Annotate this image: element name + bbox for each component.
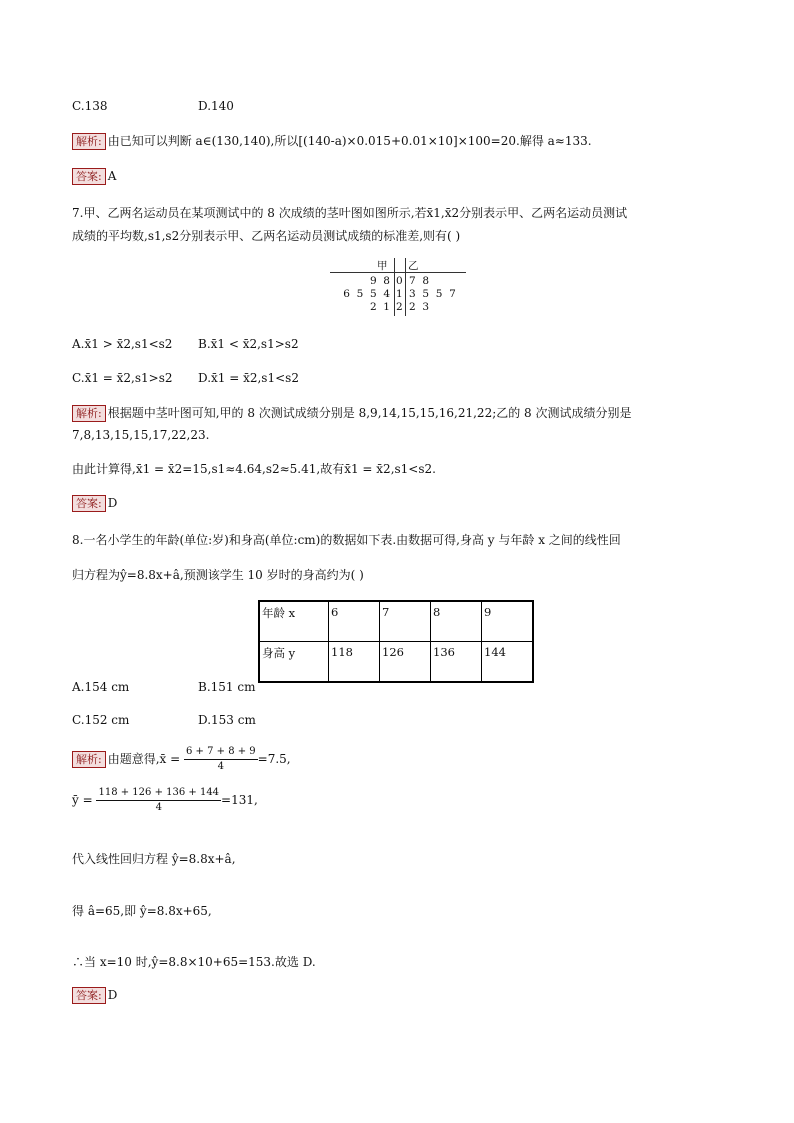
q8-answer xyxy=(72,987,117,1004)
table-row-label: 身高 y xyxy=(259,642,329,683)
analysis-tag: 解析: xyxy=(72,133,106,150)
q8-analysis-post2: =131, xyxy=(221,793,258,807)
q7-option-d: D.x̄1 = x̄2,s1<s2 xyxy=(198,371,299,385)
q7-analysis xyxy=(72,404,632,422)
q7-answer xyxy=(72,495,117,512)
table-cell: 126 xyxy=(380,642,431,683)
q6-answer-value: A xyxy=(107,169,117,183)
stem-leaf-row2-left: 6 5 5 4 xyxy=(343,288,390,300)
q8-answer-value: D xyxy=(107,988,118,1002)
stem-leaf-row2-right: 3 5 5 7 xyxy=(409,288,456,300)
q8-analysis-line2 xyxy=(72,786,258,815)
table-cell: 7 xyxy=(380,601,431,642)
q8-stem-line1: 8.一名小学生的年龄(单位:岁)和身高(单位:cm)的数据如下表.由数据可得,身高 y 与年龄 x 之间的线性回 xyxy=(72,533,621,547)
stem-leaf-header-rule xyxy=(330,258,466,273)
q6-answer xyxy=(72,168,116,185)
answer-tag: 答案: xyxy=(72,987,106,1004)
stem-leaf-divider-right xyxy=(405,258,406,316)
q8-analysis-pre2: ȳ = xyxy=(72,793,93,807)
q8-option-b: B.151 cm xyxy=(198,680,256,694)
answer-tag: 答案: xyxy=(72,495,106,512)
stem-leaf-row3-stem: 2 xyxy=(396,301,403,313)
age-height-table xyxy=(258,600,534,683)
q6-option-d: D.140 xyxy=(198,99,234,113)
q7-stem-line1: 7.甲、乙两名运动员在某项测试中的 8 次成绩的茎叶图如图所示,若x̄1,x̄2分别表示甲、乙两名运动员测试 xyxy=(72,206,628,220)
stem-leaf-row3-left: 2 1 xyxy=(369,301,390,313)
analysis-tag: 解析: xyxy=(72,405,106,422)
q6-option-c: C.138 xyxy=(72,99,108,113)
stem-leaf-divider-left xyxy=(394,258,395,316)
answer-tag: 答案: xyxy=(72,168,106,185)
stem-leaf-row1-right: 7 8 xyxy=(409,275,430,287)
fraction-denominator: 4 xyxy=(217,761,225,772)
stem-leaf-head-left: 甲 xyxy=(377,260,388,272)
fraction-denominator: 4 xyxy=(155,802,162,813)
table-cell: 118 xyxy=(329,642,380,683)
analysis-tag: 解析: xyxy=(72,751,106,768)
q8-analysis-pre1: 由题意得,x̄ = xyxy=(107,752,181,766)
q7-analysis-line2: 7,8,13,15,15,17,22,23. xyxy=(72,428,210,442)
q7-answer-value: D xyxy=(107,496,118,510)
stem-leaf-row1-left: 9 8 xyxy=(369,275,390,287)
q6-analysis xyxy=(72,132,592,150)
stem-leaf-plot xyxy=(330,258,466,316)
table-cell: 8 xyxy=(431,601,482,642)
q7-analysis-line3: 由此计算得,x̄1 = x̄2=15,s1≈4.64,s2≈5.41,故有x̄1 = x̄2,s1<s2. xyxy=(72,462,436,476)
stem-leaf-row2-stem: 1 xyxy=(396,288,403,300)
fraction-mean-y xyxy=(96,786,221,815)
fraction-numerator: 6 + 7 + 8 + 9 xyxy=(184,745,258,760)
q8-option-d: D.153 cm xyxy=(198,713,256,727)
fraction-numerator: 118 + 126 + 136 + 144 xyxy=(96,786,221,801)
table-row-label: 年龄 x xyxy=(259,601,329,642)
table-cell: 136 xyxy=(431,642,482,683)
stem-leaf-row3-right: 2 3 xyxy=(409,301,430,313)
fraction-mean-x xyxy=(184,745,258,774)
q6-analysis-text: 由已知可以判断 a∈(130,140),所以[(140-a)×0.015+0.01×10]×100=20.解得 a≈133. xyxy=(107,134,592,148)
q8-option-c: C.152 cm xyxy=(72,713,130,727)
q7-option-c: C.x̄1 = x̄2,s1>s2 xyxy=(72,371,173,385)
q8-analysis-line4: 得 â=65,即 ŷ=8.8x+65, xyxy=(72,904,212,918)
stem-leaf-row1-stem: 0 xyxy=(396,275,403,287)
table-row xyxy=(259,601,533,642)
q8-analysis-line3: 代入线性回归方程 ŷ=8.8x+â, xyxy=(72,852,236,866)
q8-analysis-line5: ∴当 x=10 时,ŷ=8.8×10+65=153.故选 D. xyxy=(72,955,316,969)
table-row xyxy=(259,642,533,683)
table-cell: 9 xyxy=(482,601,534,642)
table-cell: 144 xyxy=(482,642,534,683)
stem-leaf-head-right: 乙 xyxy=(408,260,419,272)
q7-option-a: A.x̄1 > x̄2,s1<s2 xyxy=(72,337,173,351)
q8-analysis-line1 xyxy=(72,745,291,774)
q7-option-b: B.x̄1 < x̄2,s1>s2 xyxy=(198,337,299,351)
q7-analysis-line1: 根据题中茎叶图可知,甲的 8 次测试成绩分别是 8,9,14,15,15,16,21,22;乙的 8 次测试成绩分别是 xyxy=(107,406,632,420)
q8-stem-line2: 归方程为ŷ=8.8x+â,预测该学生 10 岁时的身高约为( ) xyxy=(72,568,364,582)
q8-analysis-post1: =7.5, xyxy=(257,752,291,766)
q8-option-a: A.154 cm xyxy=(72,680,130,694)
table-cell: 6 xyxy=(329,601,380,642)
q7-stem-line2: 成绩的平均数,s1,s2分别表示甲、乙两名运动员测试成绩的标准差,则有( ) xyxy=(72,229,461,243)
